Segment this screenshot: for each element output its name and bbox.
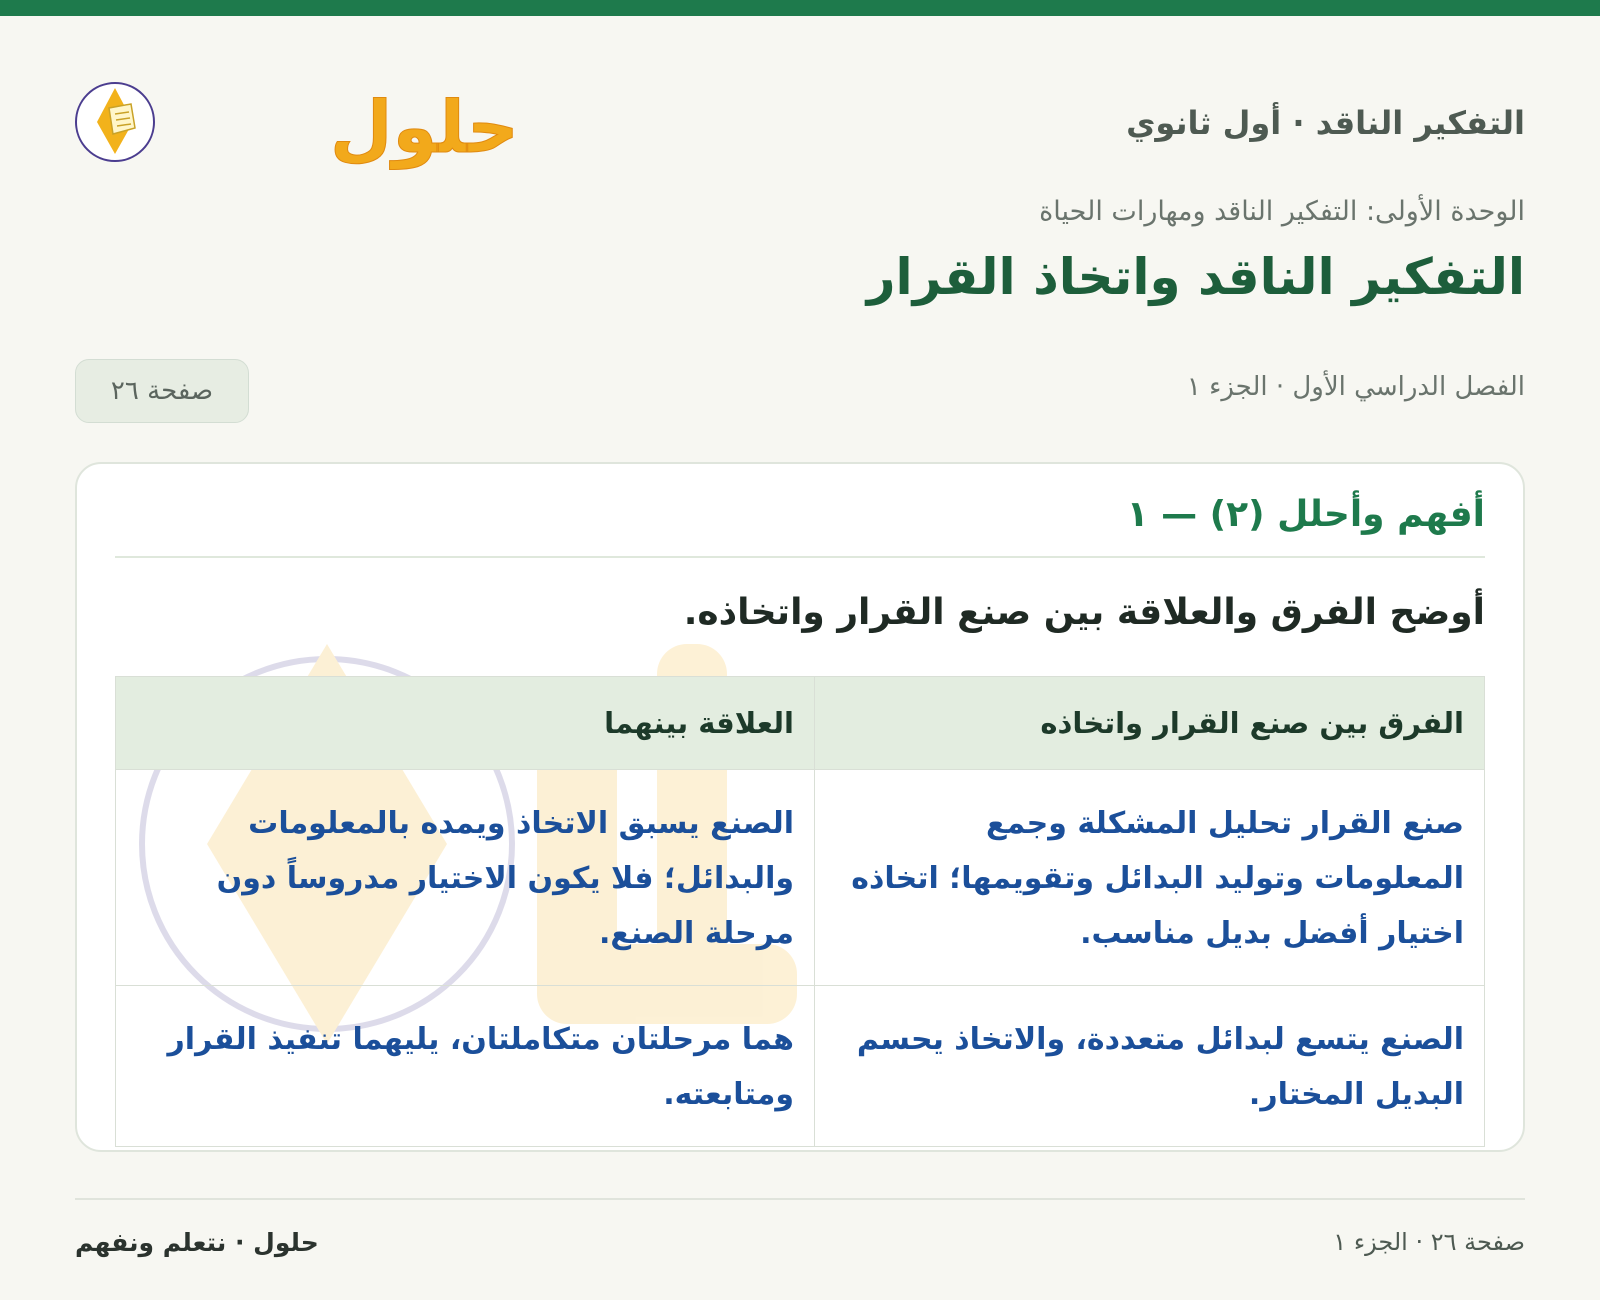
table-row <box>116 986 1485 1147</box>
exercise-title: أفهم وأحلل (٢) — ١ <box>115 494 1485 558</box>
table-cell: هما مرحلتان متكاملتان، يليهما تنفيذ القرار ومتابعته. <box>116 986 815 1147</box>
page-badge: صفحة ٢٦ <box>75 359 249 423</box>
answer-table <box>115 676 1485 1147</box>
exercise-card <box>75 462 1525 1152</box>
table-header-row <box>116 677 1485 770</box>
top-accent-bar <box>0 0 1600 16</box>
footer-page-info: صفحة ٢٦ · الجزء ١ <box>1333 1228 1525 1256</box>
semester-label: الفصل الدراسي الأول · الجزء ١ <box>1186 372 1525 402</box>
table-cell: الصنع يسبق الاتخاذ ويمده بالمعلومات والبدائل؛ فلا يكون الاختيار مدروساً دون مرحلة الصنع. <box>116 770 815 986</box>
table-row <box>116 770 1485 986</box>
subject-title: التفكير الناقد · أول ثانوي <box>1126 104 1525 142</box>
lesson-title: التفكير الناقد واتخاذ القرار <box>866 248 1525 306</box>
unit-label: الوحدة الأولى: التفكير الناقد ومهارات الحياة <box>1039 196 1525 227</box>
footer-brand: حلول · نتعلم ونفهم <box>75 1228 319 1257</box>
page <box>75 16 1525 1300</box>
column-header-relation: العلاقة بينهما <box>116 677 815 770</box>
page-header <box>75 54 1525 169</box>
column-header-difference: الفرق بين صنع القرار واتخاذه <box>815 677 1485 770</box>
question-text: أوضح الفرق والعلاقة بين صنع القرار واتخاذه. <box>683 592 1485 633</box>
page-footer <box>75 1198 1525 1300</box>
hulul-logo <box>75 64 519 169</box>
table-cell: الصنع يتسع لبدائل متعددة، والاتخاذ يحسم البديل المختار. <box>815 986 1485 1147</box>
logo-wordmark: حلول <box>330 85 519 169</box>
table-cell: صنع القرار تحليل المشكلة وجمع المعلومات وتوليد البدائل وتقويمها؛ اتخاذه اختيار أفضل بديل مناسب. <box>815 770 1485 986</box>
